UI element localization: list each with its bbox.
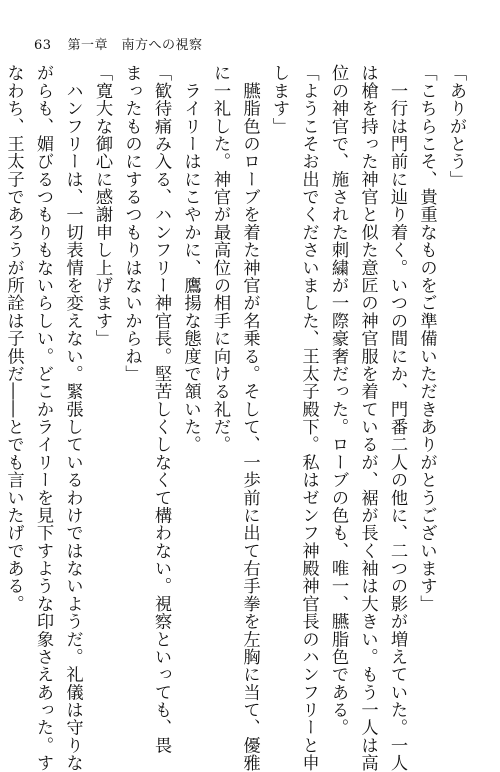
- chapter-title: 第一章 南方への視察: [67, 38, 203, 53]
- text-line: 「寛大な御心に感謝申し上げます」: [92, 64, 112, 348]
- running-header: [34, 34, 203, 54]
- text-line: します」: [269, 64, 289, 135]
- vertical-text-body: [3, 64, 470, 772]
- text-line: ライリーはにこやかに、鷹揚な態度で頷いた。: [180, 64, 201, 454]
- text-line: に一礼した。神官が最高位の相手に向ける礼だ。: [210, 64, 230, 454]
- text-line: 臙脂色のローブを着た神官が名乗る。そして、一歩前に出て右手拳を左胸に当て、優雅: [239, 64, 260, 772]
- text-line: 一行は門前に辿り着く。いつの間にか、門番二人の他に、二つの影が増えていた。一人: [387, 64, 407, 772]
- text-line: 位の神官で、施された刺繍が一際豪奢だった。ローブの色も、唯一、臙脂色である。: [328, 64, 348, 737]
- text-line: 「こちらこそ、貴重なものをご準備いただきありがとうございます」: [416, 64, 437, 613]
- text-line: なわち、王太子であろうが所詮は子供だ――とでも言いたげである。: [3, 64, 24, 613]
- page-number: 63: [34, 38, 52, 53]
- text-line: は槍を持った神官と似た意匠の神官服を着ているが、裾が長く袖は大きい。もう一人は高: [357, 64, 378, 772]
- text-line: 「ありがとう」: [446, 64, 466, 188]
- text-line: まったものにするつもりはないからね」: [121, 64, 142, 383]
- text-line: がらも、媚びるつもりもないらしい。どこかライリーを見下すような印象さえあった。す: [33, 64, 53, 772]
- text-line: 「ようこそお出でくださいました、王太子殿下。私はゼンフ神殿神官長のハンフリーと申: [298, 64, 319, 772]
- text-line: 「歓待痛み入る、ハンフリー神官長。堅苦しくしなくて構わない。視察といっても、畏: [151, 64, 171, 754]
- text-line: ハンフリーは、一切表情を変えない。緊張しているわけではないようだ。礼儀は守りな: [62, 64, 83, 772]
